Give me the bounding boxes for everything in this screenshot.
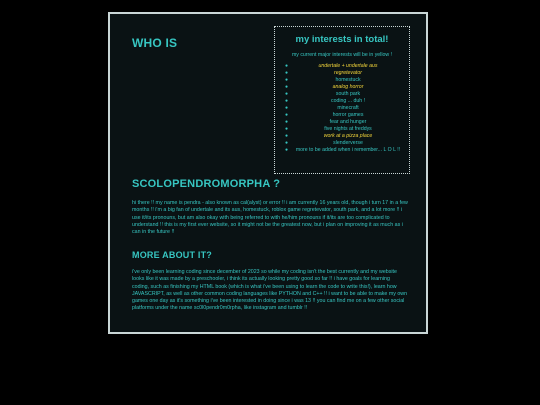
interest-item <box>279 70 405 77</box>
bullet-icon: ● <box>285 70 289 76</box>
interest-label: slenderverse <box>333 140 363 146</box>
bullet-icon: ● <box>285 77 289 83</box>
bullet-icon: ● <box>285 140 289 146</box>
section-title-more-about: MORE ABOUT IT? <box>132 250 212 260</box>
interest-item <box>279 133 405 140</box>
interest-label: more to be added when i remember... L O L !! <box>295 147 401 153</box>
bullet-icon: ● <box>285 133 289 139</box>
interest-item <box>279 91 405 98</box>
interest-item <box>279 119 405 126</box>
interest-label: five nights at freddys <box>324 126 372 132</box>
interest-label: homestuck <box>335 77 361 83</box>
bullet-icon: ● <box>285 147 289 153</box>
bullet-icon: ● <box>285 126 289 132</box>
interest-item <box>279 84 405 91</box>
more-about-paragraph: i've only been learning coding since december of 2023 so while my coding isn't the best currently and my website looks like it was made by a preschooler, i think its actually looking pretty good so far !! i have goals for learning coding, such as finishing my HTML book (which is what i've been using to learn the code to write this!), learn how JAVASCRIPT, as well as other common coding languages like PYTHON and C++ !! i want to be able to make my own games one day as it's something i've been interested in doing since i was 13 !! you can find me on a few other social platforms under the name sc0l0pendr0m0rpha, like instagram and tumblr !! <box>132 269 408 312</box>
interest-item <box>279 126 405 133</box>
interest-label: fear and hunger <box>329 119 367 125</box>
bullet-icon: ● <box>285 63 289 69</box>
interest-label: analog horror <box>332 84 364 90</box>
interest-label: regretevator <box>334 70 362 76</box>
who-is-heading: WHO IS <box>132 36 178 50</box>
interest-item <box>279 98 405 105</box>
main-panel <box>108 12 428 334</box>
intro-paragraph: hi there !! my name is pendra - also known as cal(alyst) or error !! i am currently 16 years old, though i turn 17 in a few months !! i'm a big fan of undertale and its aus, homestuck, roblox game regretevator, south park, and a lot more !! i use it/its pronouns, but am also okay with being referred to with he/him pronouns if it/its are too complicated to understand !! this is my first ever website, so it might not be the greatest now, but i plan on improving it as much as i can in the future !! <box>132 200 408 236</box>
bullet-icon: ● <box>285 84 289 90</box>
interest-item <box>279 105 405 112</box>
bullet-icon: ● <box>285 119 289 125</box>
interest-label: minecraft <box>337 105 359 111</box>
interest-label: work at a pizza place <box>323 133 373 139</box>
interest-label: horror games <box>332 112 364 118</box>
interest-label: coding ... duh ! <box>330 98 366 104</box>
interests-note: my current major interests will be in yellow ! <box>291 52 393 58</box>
interest-label: undertale + undertale aus <box>318 63 378 69</box>
interests-box <box>274 26 410 174</box>
interest-label: south park <box>335 91 361 97</box>
bullet-icon: ● <box>285 105 289 111</box>
interest-item <box>279 140 405 147</box>
interest-item <box>279 63 405 70</box>
interest-item <box>279 147 405 154</box>
bullet-icon: ● <box>285 91 289 97</box>
interests-title: my interests in total! <box>295 34 389 45</box>
section-title-name: SCOLOPENDROMORPHA ? <box>132 178 281 190</box>
interest-item <box>279 112 405 119</box>
interest-item <box>279 77 405 84</box>
interests-list <box>279 63 405 154</box>
bullet-icon: ● <box>285 112 289 118</box>
bullet-icon: ● <box>285 98 289 104</box>
